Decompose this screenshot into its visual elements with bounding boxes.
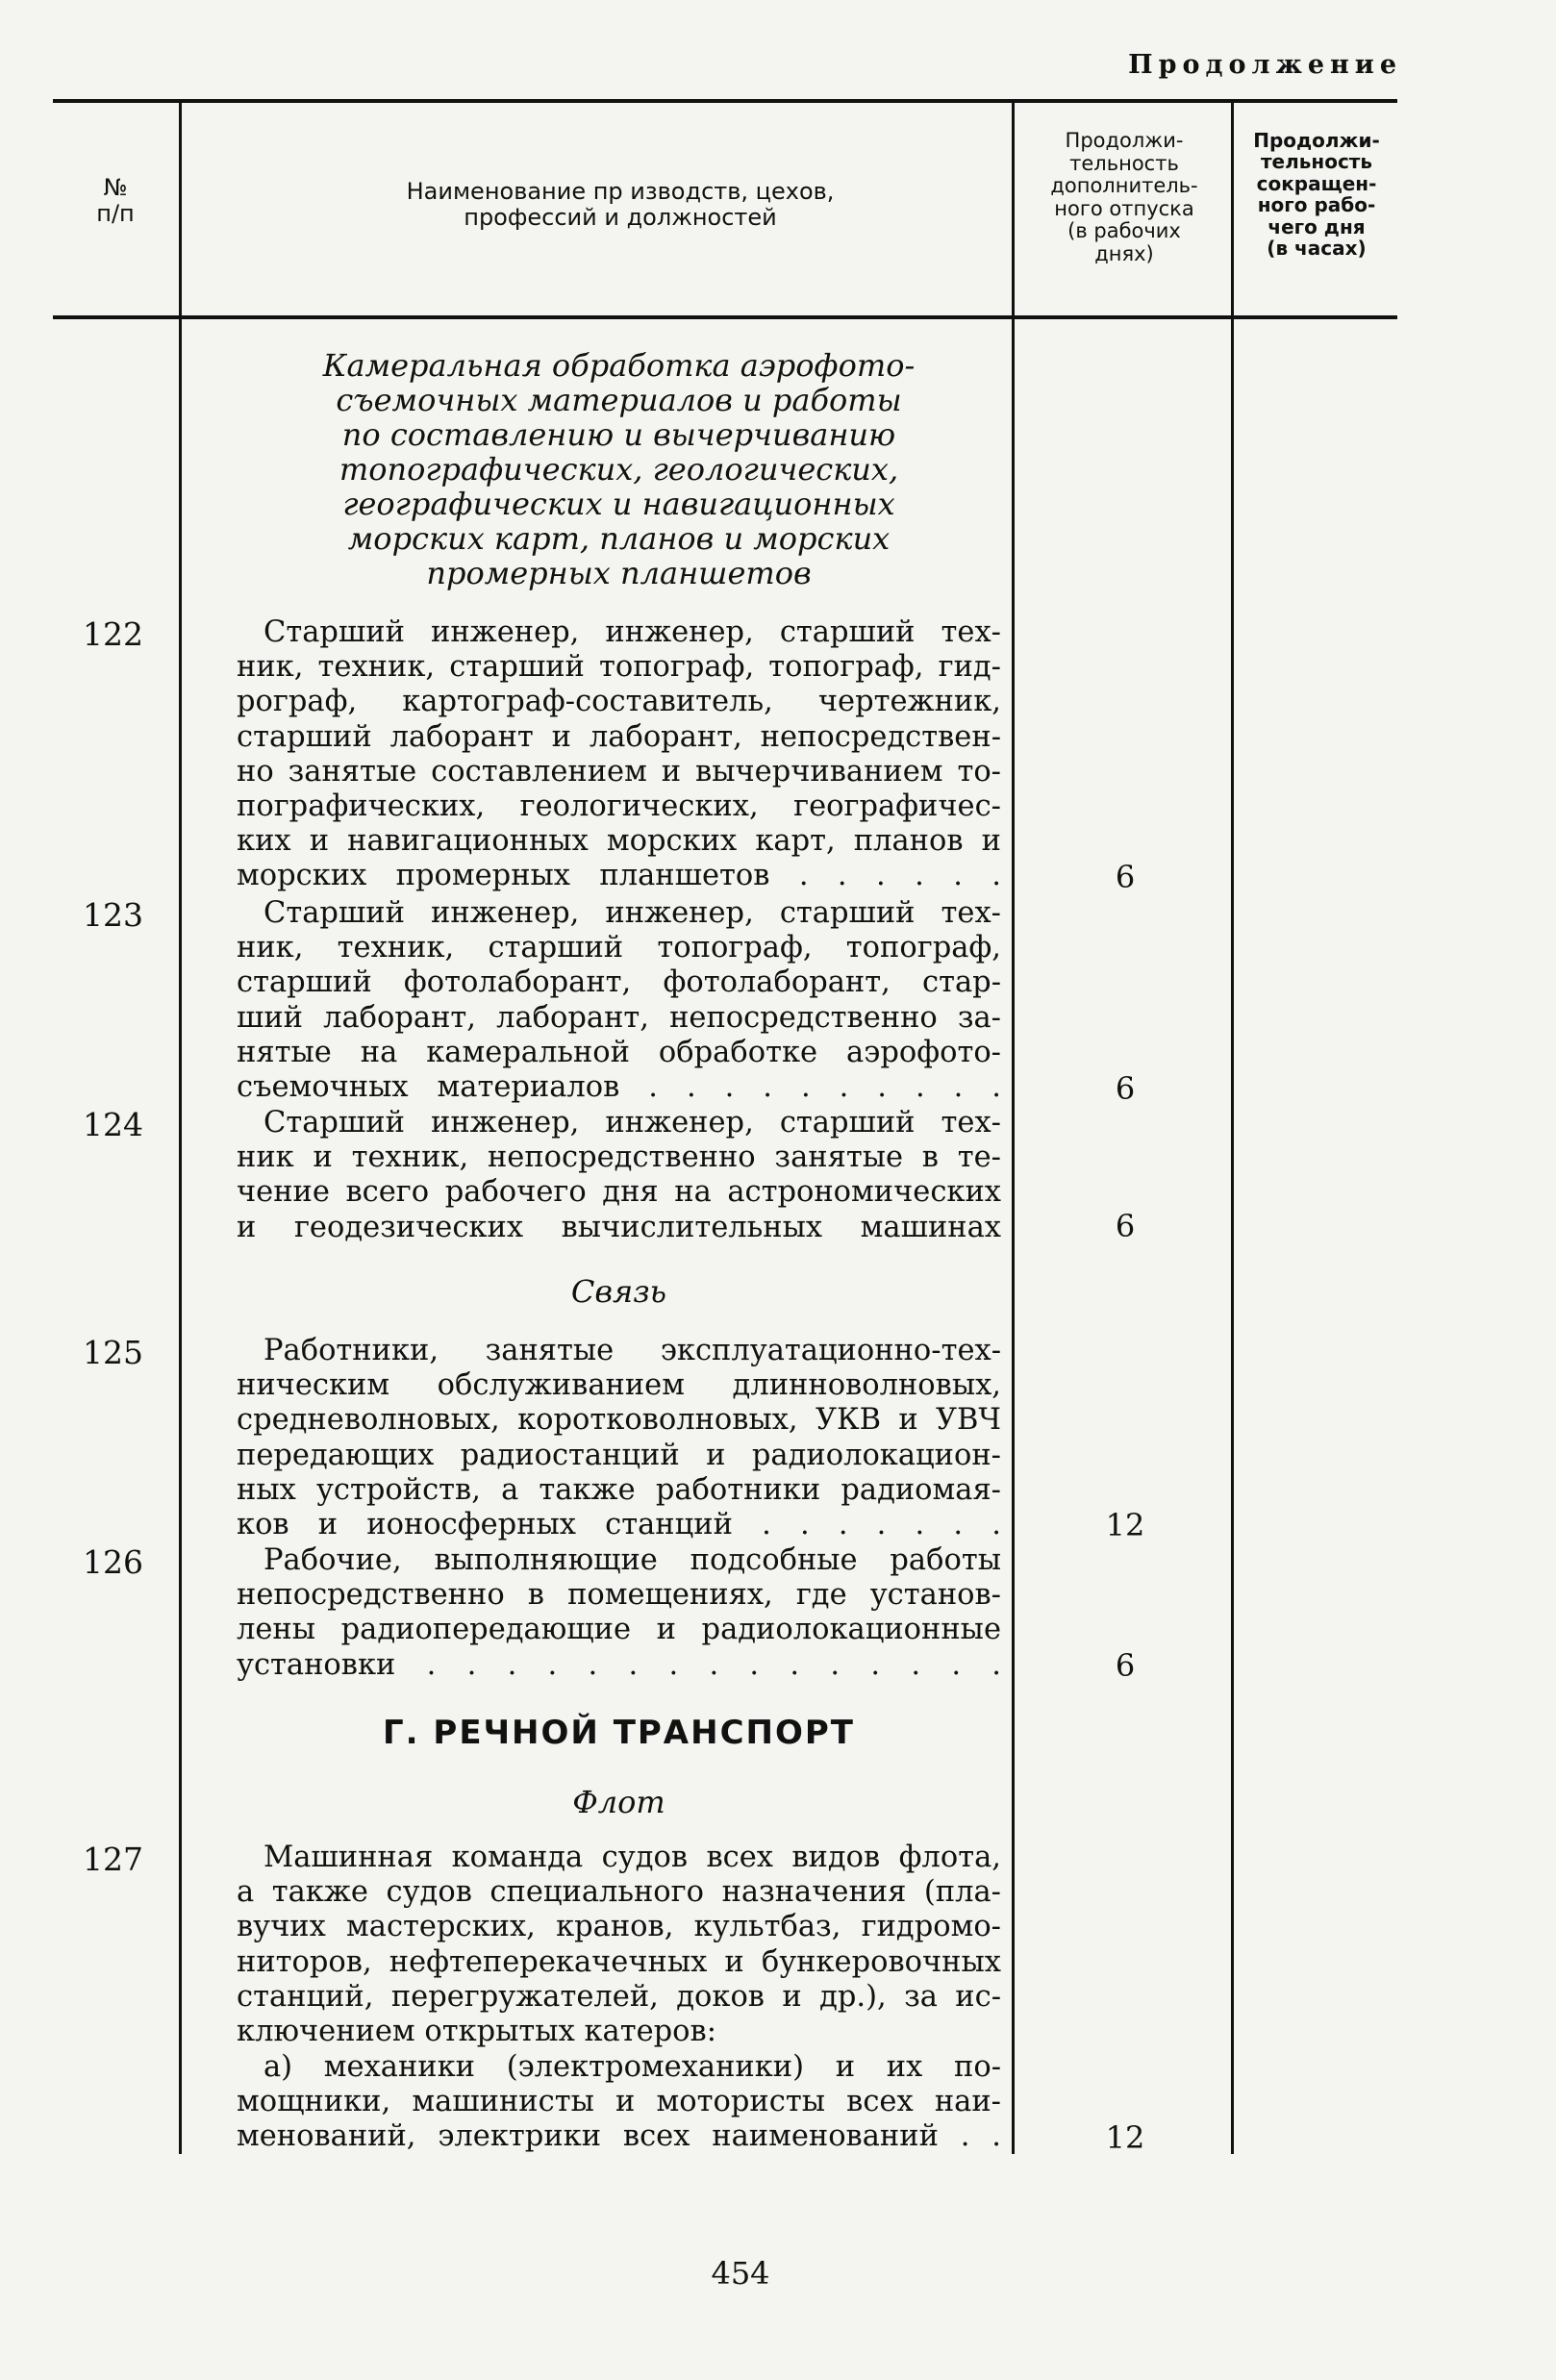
section-title-cartography: Камеральная обработка аэрофото- съемочных материалов и работы по составлению и вычерчиванию топографических, геологических, географических и навигационных морских карт, планов и морских промерных планшетов (322, 347, 916, 591)
row-subitem-text: а) механики (электромеханики) и их по- мощники, машинисты и мотористы всех наи- менований, электрики всех наименований . . (237, 2050, 1001, 2154)
column-divider-leave (1231, 103, 1234, 2154)
column-divider-name (1012, 103, 1015, 2154)
table-top-rule (53, 99, 1397, 103)
header-name: Наименование пр изводств, цехов, профессий и должностей (406, 178, 835, 231)
subsection-title-fleet: Флот (572, 1784, 665, 1820)
leave-days: 12 (1105, 1507, 1145, 1543)
row-number: 125 (83, 1334, 143, 1371)
row-text: Старший инженер, инженер, старший тех- ник, техник, старший топограф, топограф, гид- рограф, картограф-составитель, чертежник, старший лаборант и лаборант, непосредствен- но занятые составлением и вычерчиванием то- пографических, геологических, географичес- ких и навигационных морских карт, планов и морских промерных планшетов . . . . . . (237, 615, 1001, 893)
column-divider-num (179, 103, 182, 2154)
row-text: Старший инженер, инженер, старший тех- ник, техник, старший топограф, топограф, старший фотолаборант, фотолаборант, стар- ший лаборант, лаборант, непосредственно за- нятые на камеральной обработке аэрофото- съемочных материалов . . . . . . . . . . (237, 896, 1001, 1105)
leave-days: 6 (1115, 859, 1136, 895)
row-text: Работники, занятые эксплуатационно-тех- ническим обслуживанием длинноволновых, средневолновых, коротковолновых, УКВ и УВЧ передающих радиостанций и радиолокацион- ных устройств, а также работники радиомая- ков и ионосферных станций . . . . . . . (237, 1334, 1001, 1542)
page-number: 454 (711, 2255, 770, 2292)
row-number: 123 (83, 896, 143, 934)
row-number: 122 (83, 615, 143, 653)
section-heading-river-transport: Г. РЕЧНОЙ ТРАНСПОРТ (383, 1714, 855, 1752)
header-leave-duration: Продолжи- тельность дополнитель- ного отпуска (в рабочих днях) (1050, 129, 1198, 265)
row-text: Старший инженер, инженер, старший тех- ник и техник, непосредственно занятые в те- чение всего рабочего дня на астрономических и геодезических вычислительных машинах (237, 1106, 1001, 1244)
header-num: № п/п (96, 174, 135, 227)
row-number: 124 (83, 1106, 143, 1143)
header-shorter-day: Продолжи- тельность сокращен- ного рабо- чего дня (в часах) (1253, 129, 1380, 260)
row-number: 127 (83, 1841, 143, 1878)
row-number: 126 (83, 1543, 143, 1581)
leave-days: 12 (1105, 2119, 1145, 2156)
section-title-communications: Связь (570, 1273, 667, 1310)
row-text: Машинная команда судов всех видов флота, а также судов специального назначения (пла- вучих мастерских, кранов, культбаз, гидромо- ниторов, нефтеперекачечных и бункеровочных станций, перегружателей, доков и др.), за ис- ключением открытых катеров: (237, 1841, 1001, 2049)
continuation-label: Продолжение (1128, 50, 1402, 80)
row-text: Рабочие, выполняющие подсобные работы непосредственно в помещениях, где установ- лены радиопередающие и радиолокационные установки . . . . . . . . . . . . . . . (237, 1543, 1001, 1682)
leave-days: 6 (1115, 1208, 1136, 1244)
leave-days: 6 (1115, 1070, 1136, 1107)
header-bottom-rule (53, 315, 1397, 319)
leave-days: 6 (1115, 1647, 1136, 1684)
